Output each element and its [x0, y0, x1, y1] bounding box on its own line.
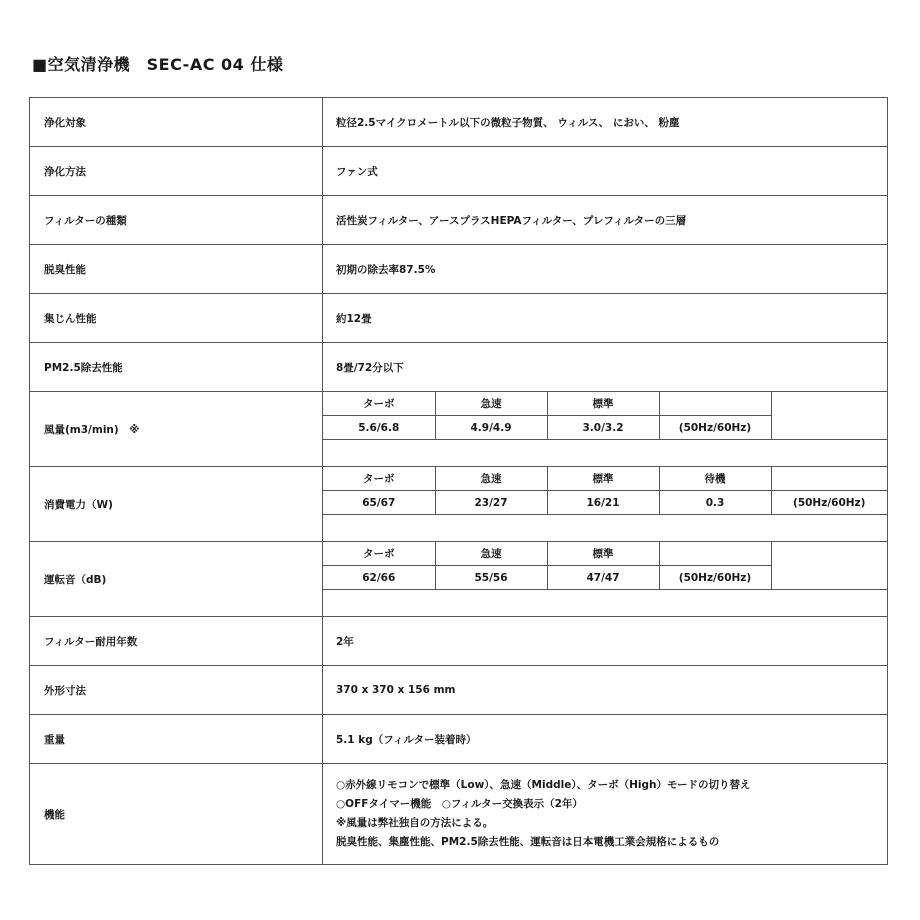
power-value: 23/27	[435, 491, 547, 515]
airflow-header: 急速	[435, 392, 547, 416]
row-label: 機能	[30, 764, 323, 864]
empty-cell	[771, 542, 887, 566]
row-label: フィルター耐用年数	[30, 617, 323, 665]
airflow-value: 4.9/4.9	[435, 416, 547, 440]
noise-header: ターボ	[323, 542, 435, 566]
power-value: 16/21	[547, 491, 659, 515]
noise-header: 急速	[435, 542, 547, 566]
noise-value: 55/56	[435, 566, 547, 590]
row-dust	[30, 294, 887, 343]
airflow-value: 5.6/6.8	[323, 416, 435, 440]
power-value: 65/67	[323, 491, 435, 515]
row-filter	[30, 196, 887, 245]
row-label: PM2.5除去性能	[30, 343, 323, 391]
row-airflow	[30, 392, 887, 467]
row-label: 外形寸法	[30, 666, 323, 714]
functions-list	[323, 764, 887, 864]
row-value: 5.1 kg（フィルター装着時）	[336, 733, 477, 746]
spec-table	[29, 97, 888, 865]
row-filter-life	[30, 617, 887, 666]
noise-value: 47/47	[547, 566, 659, 590]
function-line: ○赤外線リモコンで標準（Low）、急速（Middle）、ターボ（High）モードの切り替え	[336, 779, 751, 791]
row-weight	[30, 715, 887, 764]
row-label: 浄化方法	[30, 147, 323, 195]
spacer-cell	[323, 515, 887, 541]
noise-value: 62/66	[323, 566, 435, 590]
empty-cell	[771, 416, 887, 440]
airflow-value: (50Hz/60Hz)	[659, 416, 771, 440]
row-value: 初期の除去率87.5%	[336, 263, 436, 276]
row-label: 集じん性能	[30, 294, 323, 342]
airflow-header: ターボ	[323, 392, 435, 416]
power-header: 標準	[547, 467, 659, 491]
row-label: 重量	[30, 715, 323, 763]
power-header: 待機	[659, 467, 771, 491]
row-label: 運転音（dB)	[30, 542, 323, 616]
empty-cell	[771, 392, 887, 416]
row-power	[30, 467, 887, 542]
power-subtable	[323, 467, 887, 541]
noise-header: 標準	[547, 542, 659, 566]
row-pm25	[30, 343, 887, 392]
airflow-header	[659, 392, 771, 416]
row-noise	[30, 542, 887, 617]
row-value: 約12畳	[336, 312, 372, 325]
row-target	[30, 98, 887, 147]
function-line: ※風量は弊社独自の方法による。	[336, 817, 494, 829]
empty-cell	[771, 566, 887, 590]
row-label: 浄化対象	[30, 98, 323, 146]
row-value: 粒径2.5マイクロメートル以下の微粒子物質、 ウィルス、 におい、 粉塵	[336, 116, 680, 129]
row-value: 370 x 370 x 156 mm	[336, 684, 456, 696]
spacer-cell	[323, 440, 887, 466]
row-functions	[30, 764, 887, 864]
row-label: 風量(m3/min) ※	[30, 392, 323, 466]
row-size	[30, 666, 887, 715]
power-header: ターボ	[323, 467, 435, 491]
noise-header	[659, 542, 771, 566]
power-value: (50Hz/60Hz)	[771, 491, 887, 515]
row-deodor	[30, 245, 887, 294]
power-value: 0.3	[659, 491, 771, 515]
row-value: 活性炭フィルター、アースプラスHEPAフィルター、プレフィルターの三層	[336, 214, 687, 227]
row-method	[30, 147, 887, 196]
row-label: フィルターの種類	[30, 196, 323, 244]
airflow-value: 3.0/3.2	[547, 416, 659, 440]
row-value: ファン式	[336, 165, 378, 178]
page-title: ■空気清浄機 SEC-AC 04 仕様	[32, 55, 284, 74]
airflow-subtable	[323, 392, 887, 466]
function-line: 脱臭性能、集塵性能、PM2.5除去性能、運転音は日本電機工業会規格によるもの	[336, 836, 720, 848]
power-header: 急速	[435, 467, 547, 491]
row-label: 消費電力（W)	[30, 467, 323, 541]
row-value: 2年	[336, 635, 354, 648]
row-label: 脱臭性能	[30, 245, 323, 293]
function-line: ○OFFタイマー機能 ○フィルター交換表示（2年）	[336, 798, 583, 810]
row-value: 8畳/72分以下	[336, 361, 404, 374]
spacer-cell	[323, 590, 887, 616]
empty-cell	[771, 467, 887, 491]
noise-subtable	[323, 542, 887, 616]
airflow-header: 標準	[547, 392, 659, 416]
noise-value: (50Hz/60Hz)	[659, 566, 771, 590]
